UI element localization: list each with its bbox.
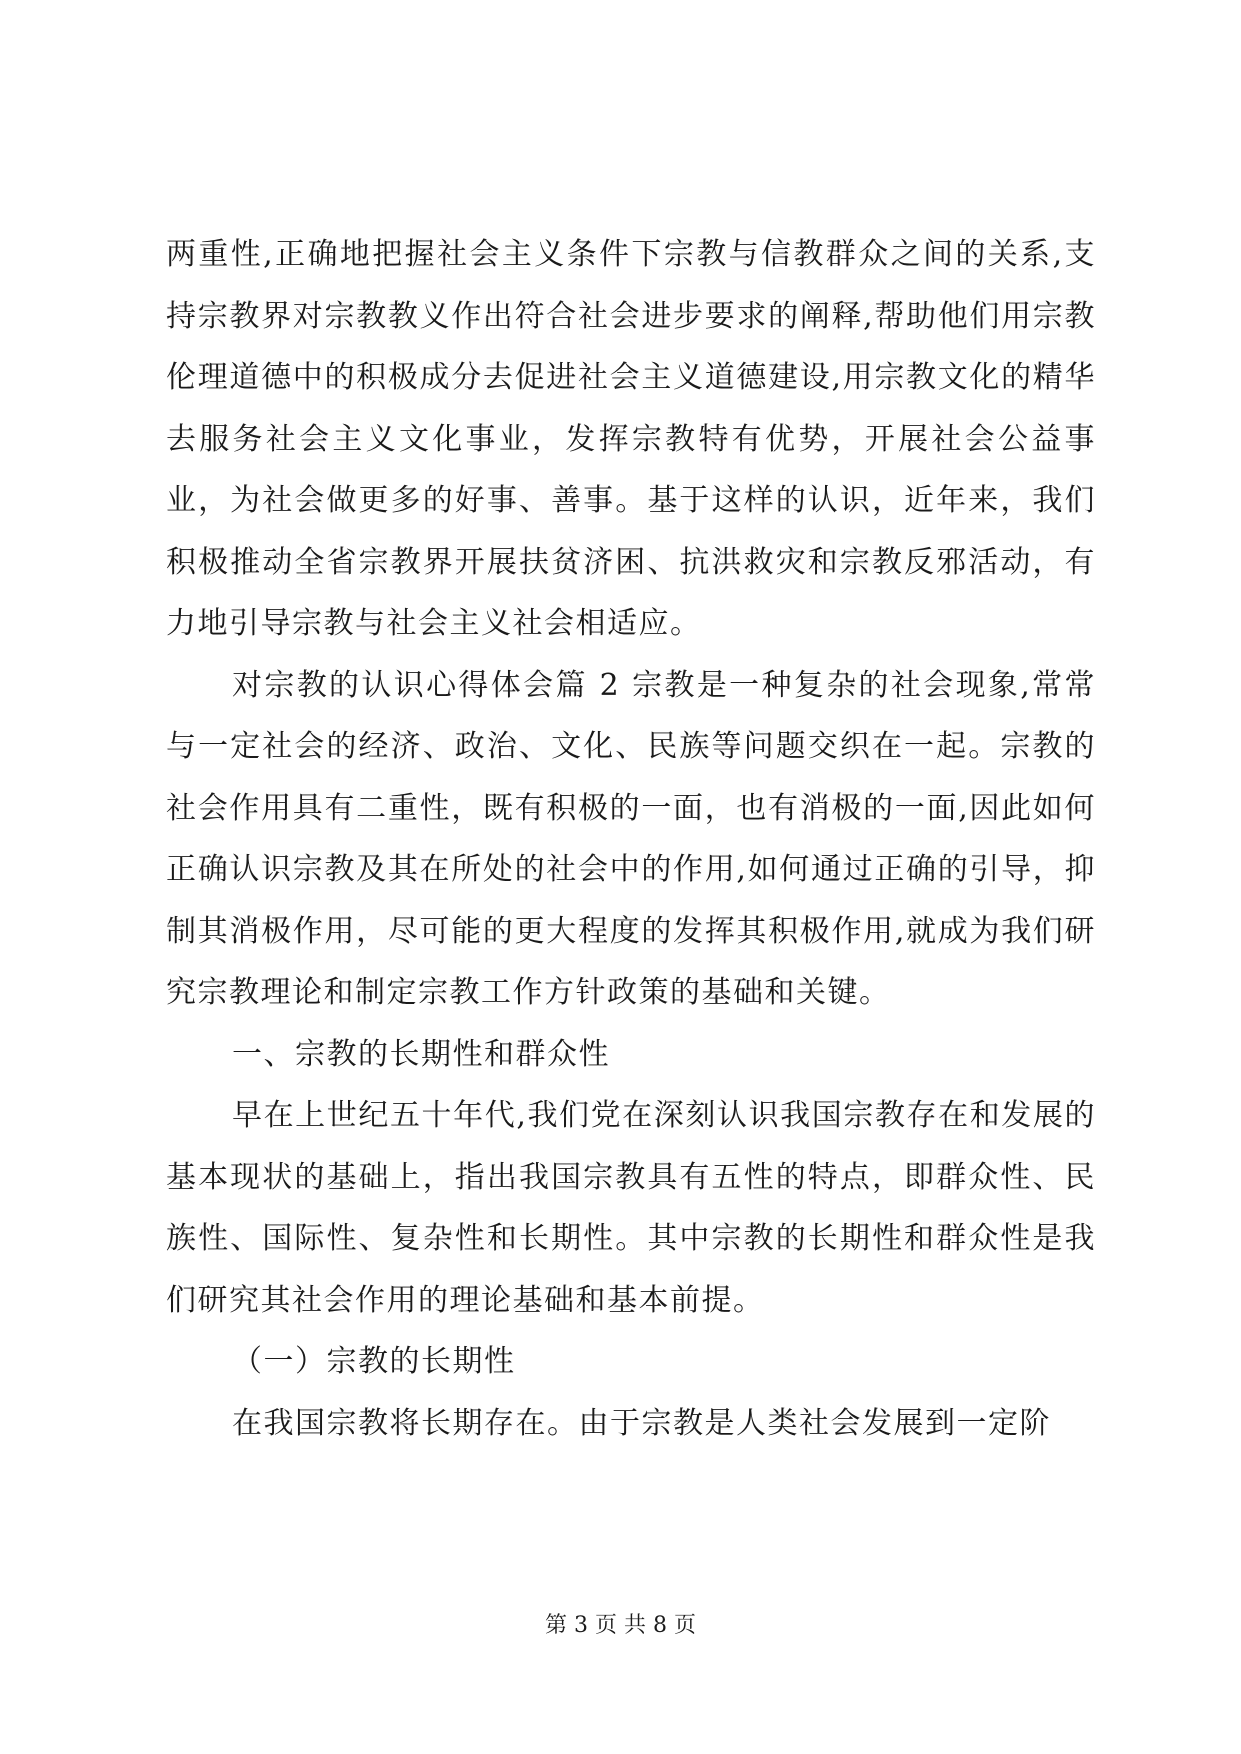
subsection-heading-1: （一）宗教的长期性 [232,1344,516,1379]
page-number-footer: 第 3 页 共 8 页 [545,1613,696,1638]
document-body [166,224,1096,1454]
paragraph-five-characteristics: 早在上世纪五十年代,我们党在深刻认识我国宗教存在和发展的基本现状的基础上，指出我国宗教具有五性的特点，即群众性、民族性、国际性、复杂性和长期性。其中宗教的长期性和群众性是我们研究其社会作用的理论基础和基本前提。 [166,1098,1096,1318]
section-heading-1: 一、宗教的长期性和群众性 [232,1036,610,1072]
paragraph-continuation: 两重性,正确地把握社会主义条件下宗教与信教群众之间的关系,支持宗教界对宗教教义作出符合社会进步要求的阐释,帮助他们用宗教伦理道德中的积极成分去促进社会主义道德建设,用宗教文化的精华去服务社会主义文化事业，发挥宗教特有优势，开展社会公益事业，为社会做更多的好事、善事。基于这样的认识，近年来，我们积极推动全省宗教界开展扶贫济困、抗洪救灾和宗教反邪活动，有力地引导宗教与社会主义社会相适应。 [166,237,1096,641]
paragraph-long-term-existence: 在我国宗教将长期存在。由于宗教是人类社会发展到一定阶 [232,1405,1051,1441]
paragraph-article-2-intro: 对宗教的认识心得体会篇 2 宗教是一种复杂的社会现象,常常与一定社会的经济、政治、文化、民族等问题交织在一起。宗教的社会作用具有二重性，既有积极的一面，也有消极的一面,因此如何正确认识宗教及其在所处的社会中的作用,如何通过正确的引导，抑制其消极作用，尽可能的更大程度的发挥其积极作用,就成为我们研究宗教理论和制定宗教工作方针政策的基础和关键。 [166,667,1096,1010]
